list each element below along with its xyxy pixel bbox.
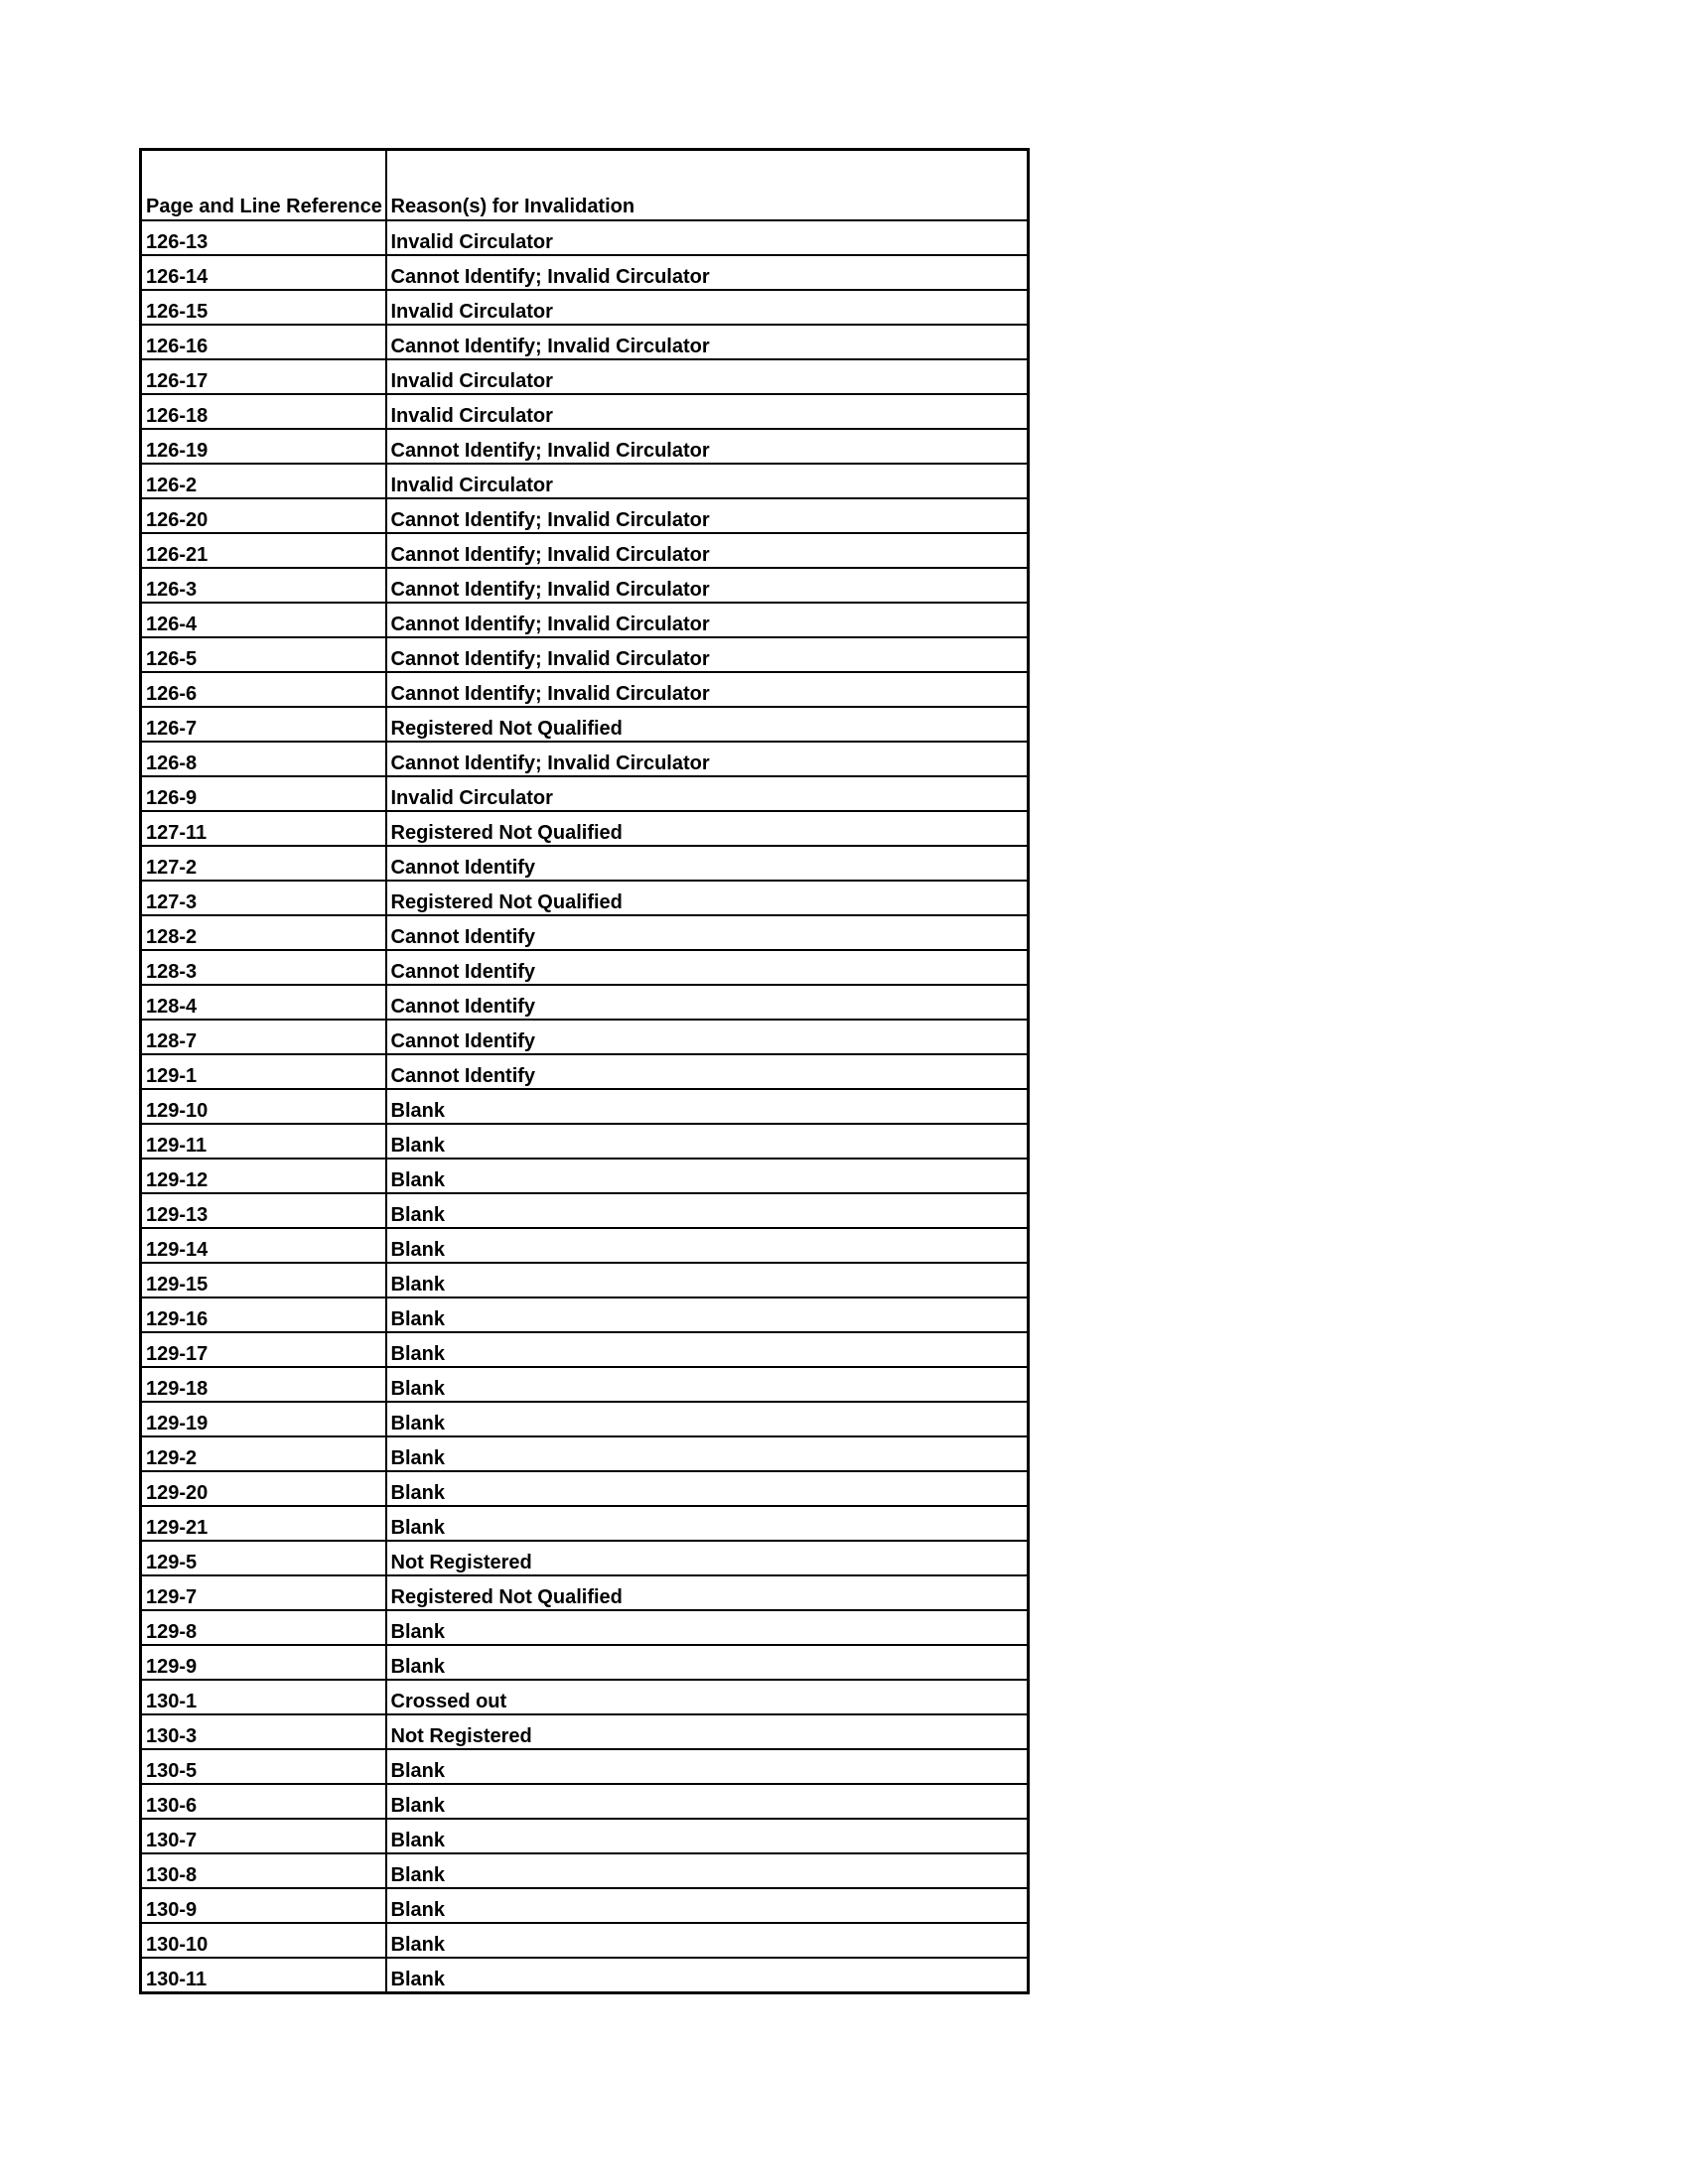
page-line-reference-cell: 130-7 [141, 1819, 386, 1853]
table-row [141, 846, 1029, 881]
reason-cell: Invalid Circulator [386, 359, 1029, 394]
table-row [141, 1853, 1029, 1888]
reason-cell: Cannot Identify; Invalid Circulator [386, 533, 1029, 568]
reason-cell: Blank [386, 1506, 1029, 1541]
table-row [141, 1436, 1029, 1471]
table-row [141, 1297, 1029, 1332]
table-header [141, 150, 1029, 221]
page-line-reference-cell: 129-2 [141, 1436, 386, 1471]
table-row [141, 359, 1029, 394]
table-row [141, 1541, 1029, 1575]
table-row [141, 1159, 1029, 1193]
page-line-reference-cell: 129-17 [141, 1332, 386, 1367]
reason-cell: Blank [386, 1819, 1029, 1853]
page-line-reference-cell: 129-16 [141, 1297, 386, 1332]
table-row [141, 1506, 1029, 1541]
page-line-reference-cell: 130-9 [141, 1888, 386, 1923]
reason-cell: Cannot Identify; Invalid Circulator [386, 672, 1029, 707]
reason-cell: Cannot Identify [386, 985, 1029, 1020]
page-line-reference-cell: 126-16 [141, 325, 386, 359]
table-row [141, 1749, 1029, 1784]
spreadsheet-page [139, 148, 1027, 1994]
reason-cell: Registered Not Qualified [386, 1575, 1029, 1610]
page-line-reference-cell: 129-1 [141, 1054, 386, 1089]
reason-cell: Blank [386, 1367, 1029, 1402]
page-line-reference-cell: 130-10 [141, 1923, 386, 1958]
reason-cell: Cannot Identify [386, 846, 1029, 881]
table-row [141, 742, 1029, 776]
table-row [141, 811, 1029, 846]
page-line-reference-cell: 128-3 [141, 950, 386, 985]
reason-cell: Invalid Circulator [386, 464, 1029, 498]
table-row [141, 985, 1029, 1020]
page-line-reference-cell: 129-21 [141, 1506, 386, 1541]
table-row [141, 1784, 1029, 1819]
page-line-reference-cell: 130-11 [141, 1958, 386, 1993]
header-row [141, 150, 1029, 221]
reason-cell: Blank [386, 1471, 1029, 1506]
reason-cell: Registered Not Qualified [386, 811, 1029, 846]
page-line-reference-cell: 126-17 [141, 359, 386, 394]
page-line-reference-cell: 126-5 [141, 637, 386, 672]
table-row [141, 1680, 1029, 1714]
table-row [141, 637, 1029, 672]
table-row [141, 255, 1029, 290]
table-row [141, 1089, 1029, 1124]
table-row [141, 776, 1029, 811]
reason-cell: Blank [386, 1263, 1029, 1297]
table-row [141, 1020, 1029, 1054]
page-line-reference-cell: 126-6 [141, 672, 386, 707]
table-row [141, 1575, 1029, 1610]
reason-cell: Registered Not Qualified [386, 881, 1029, 915]
page-line-reference-cell: 126-9 [141, 776, 386, 811]
page-line-reference-cell: 126-21 [141, 533, 386, 568]
table-row [141, 1888, 1029, 1923]
reason-cell: Blank [386, 1784, 1029, 1819]
reason-cell: Cannot Identify; Invalid Circulator [386, 742, 1029, 776]
reason-cell: Invalid Circulator [386, 290, 1029, 325]
page-line-reference-cell: 128-4 [141, 985, 386, 1020]
table-body [141, 220, 1029, 1993]
page-line-reference-cell: 126-4 [141, 603, 386, 637]
page-line-reference-cell: 126-3 [141, 568, 386, 603]
reason-cell: Blank [386, 1888, 1029, 1923]
page-line-reference-cell: 130-8 [141, 1853, 386, 1888]
reason-cell: Blank [386, 1853, 1029, 1888]
table-row [141, 394, 1029, 429]
reason-cell: Registered Not Qualified [386, 707, 1029, 742]
table-row [141, 1923, 1029, 1958]
table-row [141, 325, 1029, 359]
page-line-reference-cell: 129-12 [141, 1159, 386, 1193]
page-line-reference-cell: 129-8 [141, 1610, 386, 1645]
page-line-reference-cell: 130-1 [141, 1680, 386, 1714]
table-row [141, 568, 1029, 603]
table-row [141, 1367, 1029, 1402]
table-row [141, 1958, 1029, 1993]
reason-cell: Cannot Identify; Invalid Circulator [386, 255, 1029, 290]
table-row [141, 464, 1029, 498]
reason-cell: Blank [386, 1124, 1029, 1159]
page-line-reference-cell: 129-11 [141, 1124, 386, 1159]
table-row [141, 672, 1029, 707]
page-line-reference-cell: 129-18 [141, 1367, 386, 1402]
page-line-reference-cell: 126-7 [141, 707, 386, 742]
table-row [141, 1645, 1029, 1680]
page-line-reference-cell: 127-3 [141, 881, 386, 915]
page-line-reference-cell: 130-6 [141, 1784, 386, 1819]
page-line-reference-cell: 126-8 [141, 742, 386, 776]
page-line-reference-cell: 129-9 [141, 1645, 386, 1680]
reason-cell: Cannot Identify [386, 1054, 1029, 1089]
page-line-reference-cell: 129-20 [141, 1471, 386, 1506]
table-row [141, 1610, 1029, 1645]
page-line-reference-cell: 129-14 [141, 1228, 386, 1263]
table-row [141, 498, 1029, 533]
reason-cell: Invalid Circulator [386, 220, 1029, 255]
table-row [141, 881, 1029, 915]
table-row [141, 220, 1029, 255]
page-line-reference-cell: 129-10 [141, 1089, 386, 1124]
page-line-reference-cell: 128-7 [141, 1020, 386, 1054]
header-page-line-reference: Page and Line Reference [141, 150, 386, 221]
table-row [141, 1193, 1029, 1228]
reason-cell: Blank [386, 1923, 1029, 1958]
table-row [141, 1819, 1029, 1853]
reason-cell: Cannot Identify [386, 915, 1029, 950]
page-line-reference-cell: 126-13 [141, 220, 386, 255]
reason-cell: Blank [386, 1159, 1029, 1193]
table-row [141, 1263, 1029, 1297]
reason-cell: Blank [386, 1436, 1029, 1471]
reason-cell: Not Registered [386, 1541, 1029, 1575]
page-line-reference-cell: 129-7 [141, 1575, 386, 1610]
reason-cell: Cannot Identify; Invalid Circulator [386, 568, 1029, 603]
page-line-reference-cell: 129-19 [141, 1402, 386, 1436]
table-row [141, 1054, 1029, 1089]
reason-cell: Cannot Identify; Invalid Circulator [386, 637, 1029, 672]
reason-cell: Blank [386, 1193, 1029, 1228]
reason-cell: Cannot Identify [386, 950, 1029, 985]
reason-cell: Blank [386, 1645, 1029, 1680]
page-line-reference-cell: 129-5 [141, 1541, 386, 1575]
reason-cell: Blank [386, 1228, 1029, 1263]
table-row [141, 1471, 1029, 1506]
table-row [141, 429, 1029, 464]
table-row [141, 1228, 1029, 1263]
page-line-reference-cell: 130-3 [141, 1714, 386, 1749]
reason-cell: Cannot Identify; Invalid Circulator [386, 498, 1029, 533]
reason-cell: Blank [386, 1297, 1029, 1332]
page-line-reference-cell: 126-18 [141, 394, 386, 429]
page-line-reference-cell: 128-2 [141, 915, 386, 950]
reason-cell: Cannot Identify; Invalid Circulator [386, 429, 1029, 464]
page-line-reference-cell: 126-15 [141, 290, 386, 325]
page-line-reference-cell: 126-19 [141, 429, 386, 464]
table-row [141, 950, 1029, 985]
reason-cell: Not Registered [386, 1714, 1029, 1749]
table-row [141, 915, 1029, 950]
invalidation-table [139, 148, 1030, 1994]
reason-cell: Blank [386, 1402, 1029, 1436]
table-row [141, 1402, 1029, 1436]
page-line-reference-cell: 130-5 [141, 1749, 386, 1784]
reason-cell: Blank [386, 1332, 1029, 1367]
page-line-reference-cell: 127-11 [141, 811, 386, 846]
page-line-reference-cell: 127-2 [141, 846, 386, 881]
page-line-reference-cell: 129-15 [141, 1263, 386, 1297]
reason-cell: Cannot Identify; Invalid Circulator [386, 325, 1029, 359]
reason-cell: Cannot Identify [386, 1020, 1029, 1054]
table-row [141, 1332, 1029, 1367]
table-row [141, 603, 1029, 637]
table-row [141, 533, 1029, 568]
reason-cell: Invalid Circulator [386, 394, 1029, 429]
page-line-reference-cell: 126-20 [141, 498, 386, 533]
reason-cell: Cannot Identify; Invalid Circulator [386, 603, 1029, 637]
table-row [141, 1714, 1029, 1749]
header-reasons-for-invalidation: Reason(s) for Invalidation [386, 150, 1029, 221]
reason-cell: Invalid Circulator [386, 776, 1029, 811]
page-line-reference-cell: 126-14 [141, 255, 386, 290]
table-row [141, 290, 1029, 325]
reason-cell: Crossed out [386, 1680, 1029, 1714]
reason-cell: Blank [386, 1749, 1029, 1784]
page-line-reference-cell: 129-13 [141, 1193, 386, 1228]
reason-cell: Blank [386, 1089, 1029, 1124]
reason-cell: Blank [386, 1958, 1029, 1993]
table-row [141, 707, 1029, 742]
reason-cell: Blank [386, 1610, 1029, 1645]
table-row [141, 1124, 1029, 1159]
page-line-reference-cell: 126-2 [141, 464, 386, 498]
